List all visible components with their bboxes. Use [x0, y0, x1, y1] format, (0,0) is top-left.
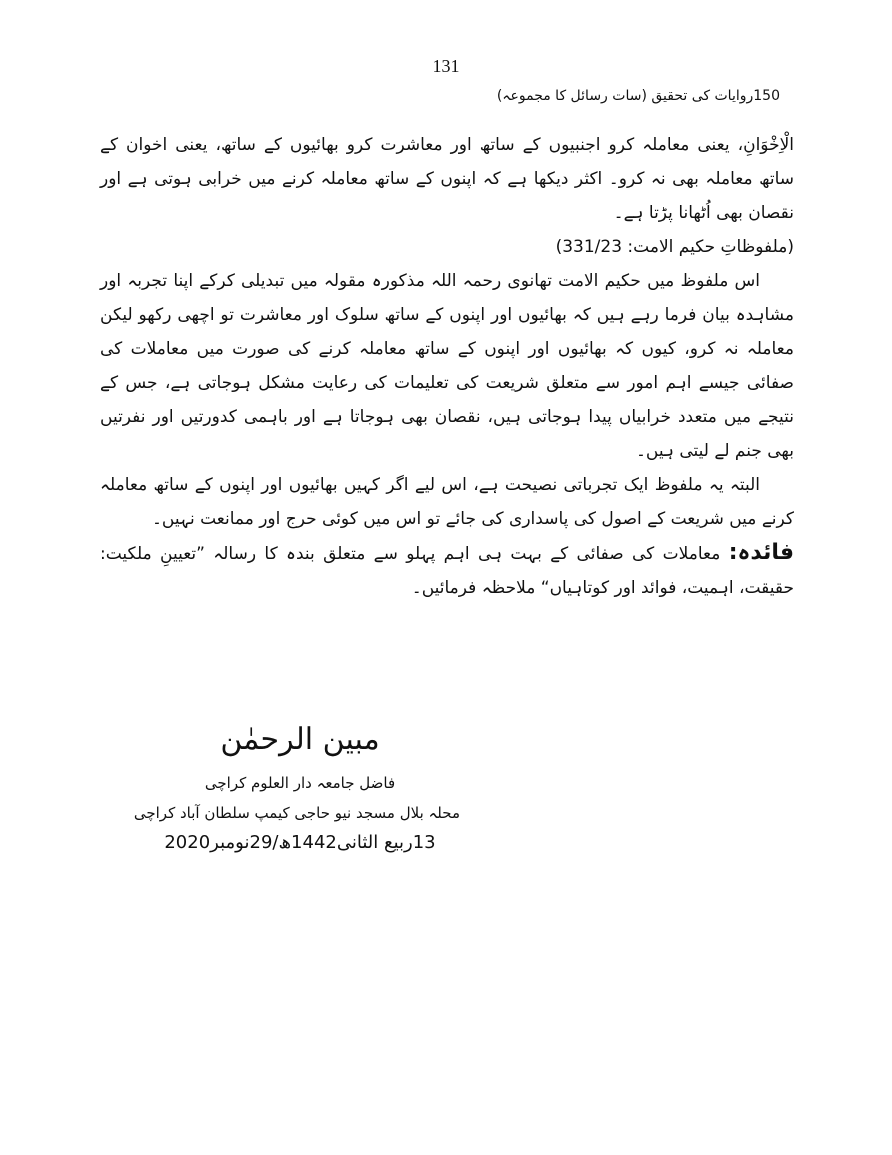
- signature-block: [133, 712, 460, 858]
- author-signature: مبین الرحمٰن: [220, 722, 380, 757]
- signature-date: 13ربیع الثانی1442ھ/29نومبر2020: [164, 832, 436, 853]
- running-header: 150روایات کی تحقیق (سات رسائل کا مجموعہ): [496, 88, 780, 104]
- paragraph-commentary: اس ملفوظ میں حکیم الامت تھانوی رحمہ اللہ مذکورہ مقولہ میں تبدیلی کرکے اپنا تجربہ اور مشاہدہ بیان فرما رہے ہیں کہ بھائیوں اور اپنوں کے ساتھ سلوک اور معاشرت تو اچھی رکھو لیکن معاملہ نہ کرو، کیوں کہ بھائیوں اور اپنوں کے ساتھ معاملہ کرنے کی صورت میں معاملات کی صفائی جیسے اہم امور سے متعلق شریعت کی تعلیمات کی رعایت مشکل ہوجاتی ہے، جس کے نتیجے میں متعدد خرابیاں پیدا ہوجاتی ہیں، نقصان بھی ہوجاتا ہے اور باہمی کدورتیں اور نفرتیں بھی جنم لے لیتی ہیں۔: [100, 271, 794, 461]
- benefit-note: [100, 536, 794, 605]
- author-title: فاضل جامعہ دار العلوم کراچی: [204, 774, 396, 792]
- reference-citation: (ملفوظاتِ حکیم الامت: 331/23): [555, 237, 794, 257]
- benefit-label: فائدہ:: [728, 540, 795, 565]
- paragraph-quote-explanation: الْاِخْوَانِ، یعنی معاملہ کرو اجنبیوں کے ساتھ اور معاشرت کرو بھائیوں کے ساتھ، یعنی اخوان کے ساتھ معاملہ بھی نہ کرو۔ اکثر دیکھا ہے کہ اپنوں کے ساتھ معاملہ کرنے میں خرابی ہوتی ہے اور نقصان بھی اُٹھانا پڑتا ہے۔: [100, 135, 794, 223]
- page-number: 131: [432, 56, 460, 76]
- author-address: محلہ بلال مسجد نیو حاجی کیمپ سلطان آباد کراچی: [133, 804, 460, 822]
- benefit-text: معاملات کی صفائی کے بہت ہی اہم پہلو سے متعلق بندہ کا رسالہ ”تعیینِ ملکیت: حقیقت، اہمیت، فوائد اور کوتاہیاں“ ملاحظہ فرمائیں۔: [100, 544, 794, 598]
- body-text: [100, 128, 794, 605]
- paragraph-exception: البتہ یہ ملفوظ ایک تجرباتی نصیحت ہے، اس لیے اگر کہیں بھائیوں اور اپنوں کے ساتھ معاملہ کرنے میں شریعت کے اصول کی پاسداری کی جائے تو اس میں کوئی حرج اور ممانعت نہیں۔: [100, 475, 794, 529]
